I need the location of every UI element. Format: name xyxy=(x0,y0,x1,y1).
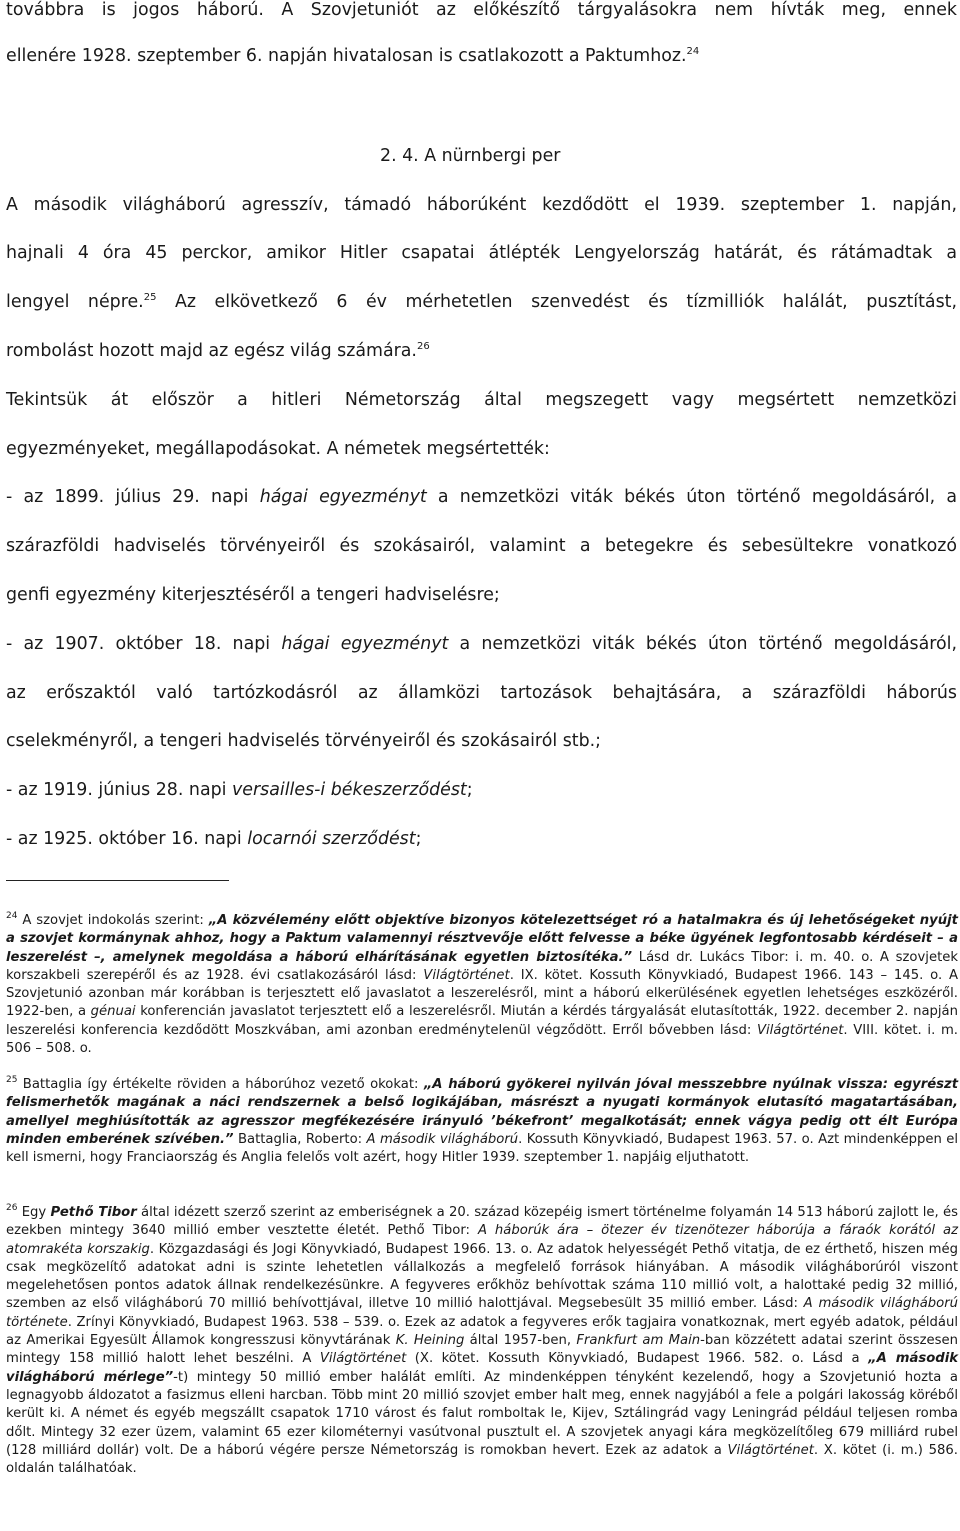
text-line-content: - az 1919. június 28. napi xyxy=(6,780,233,800)
text-line xyxy=(6,634,957,654)
text-line-content: - az 1899. július 29. napi xyxy=(6,487,260,507)
text-line-content: szárazföldi hadviselés törvényeiről és szokásairól, valamint a betegekre és sebesültekre vonatkozó xyxy=(6,536,957,556)
footnote-italic: Pethő Tibor xyxy=(50,1205,137,1220)
footnote-text: . Zrínyi Könyvkiadó, Budapest 1963. 538 – 539. o. Ezek az adatok a fegyveres erők tagjaira vonatkoznak, mert egyéb adatok, például az Amerikai Egyesült Államok kongresszusi könyvtárának xyxy=(6,1314,958,1349)
footnote-text: Egy xyxy=(17,1205,51,1220)
footnote-text: . Kossuth Könyvkiadó, Budapest 1963. 57. o. Azt mindenképpen el kell ismerni, hogy Franciaország és Anglia felelős volt azért, hogy Hitler 1939. szeptember 1. napjáig eljuthatott. xyxy=(6,1131,958,1166)
text-line-content: ellenére 1928. szeptember 6. napján hivatalosan is csatlakozott a Paktumhoz. xyxy=(6,46,687,66)
text-line-content: Az elkövetkező 6 év mérhetetlen szenvedést és tízmilliók halálát, pusztítást, xyxy=(156,292,957,312)
footnote-text: . VIII. kötet. i. m. 506 – 508. o. xyxy=(6,1022,958,1057)
text-line-content: egyezményeket, megállapodásokat. A németek megsértették: xyxy=(6,439,550,459)
footnote-italic: A háborúk ára – ötezer év tizenötezer háborúja a fáraók korától az atomrakéta korszakig xyxy=(6,1223,959,1257)
footnote-text: (X. kötet. Kossuth Könyvkiadó, Budapest 1966. 582. o. Lásd a xyxy=(406,1351,869,1367)
footnote-separator xyxy=(6,880,229,881)
footnote-text: konferencián javaslatot terjesztett elő a leszerelésről. Miután a kérdés tárgyalását elutasították, 1922. december 2. napján leszerelési konferencia kezdődött Moszkvában, ami azonban eredménytelenül végződött. Erről bővebben lásd: xyxy=(6,1004,958,1038)
text-line-content: a nemzetközi viták békés úton történő megoldásáról, a xyxy=(426,487,957,507)
footnote-ref-24[interactable]: 24 xyxy=(686,46,700,57)
footnote-text: Lásd dr. Lukács Tibor: i. m. 40. o. A szovjetek korszakbeli szerepéről és az 1928. évi csatlakozásáról lásd: xyxy=(6,949,958,983)
footnote-text: . X. kötet (i. m.) 586. oldalán találhatóak. xyxy=(6,1442,958,1477)
text-line-content: - az 1925. október 16. napi xyxy=(6,829,248,849)
footnote-24 xyxy=(6,912,958,1058)
text-line-content: - az 1907. október 18. napi xyxy=(6,634,282,654)
text-line xyxy=(6,439,957,459)
text-line-content: továbbra is jogos háború. A Szovjetuniót az előkészítő tárgyalásokra nem hívták meg, ennek xyxy=(6,0,957,20)
footnote-number: 26 xyxy=(6,1203,18,1213)
footnote-ref-25[interactable]: 25 xyxy=(143,292,157,303)
text-line xyxy=(6,46,957,66)
footnote-25 xyxy=(6,1076,958,1167)
footnote-text: . Közgazdasági és Jogi Könyvkiadó, Budapest 1966. 13. o. Az adatok helyességét Pethő vitatja, de ez érthető, hiszen még csak megközelítő adatokat adni is szinte lehetetlen vállalkozás a megfelelő források hiányában. A második világháborúról viszont megelehetősen pontos adatok állnak rendelkezésünkre. A fegyveres erőkhöz behívottak száma 110 millió volt, a halottaké pedig 32 millió, szemben az első világháború 70 millió behívottjával, illetve 10 millió halottjával. Megsebesült 35 millió ember. Lásd: xyxy=(6,1241,958,1312)
footnote-quote: „A közvélemény előtt objektíve bizonyos kötelezettséget ró a hatalmakra és új lehetőségeket nyújt a szovjet kormánynak ahhoz, hogy a Paktum valamennyi résztvevője előtt felvesse a béke ügyének legfontosabb kérdéseit – a leszerelést –, amelynek megoldása a háború elhárításának egyetlen biztosítéka.” xyxy=(6,913,958,965)
text-line-content: Tekintsük át először a hitleri Németország által megszegett vagy megsértett nemzetközi xyxy=(6,390,957,410)
footnote-italic: Frankfurt am Main xyxy=(576,1333,701,1349)
footnote-number: 24 xyxy=(6,911,18,921)
text-line-content: hajnali 4 óra 45 perckor, amikor Hitler csapatai átlépték Lengyelország határát, és rátámadtak a xyxy=(6,243,957,263)
footnote-text: -ban közzétett adatai szerint összesen mintegy 158 millió halott lehet beszélni. A xyxy=(6,1333,959,1367)
text-line-content: rombolást hozott majd az egész világ számára. xyxy=(6,341,417,361)
footnote-italic: K. Heining xyxy=(395,1333,465,1349)
text-line-content: ; xyxy=(415,829,422,849)
footnote-26 xyxy=(6,1204,958,1478)
footnote-quote: „A háború gyökerei nyilván jóval messzebbre nyúlnak vissza: egyrészt felismerhetők magának a náci rendszernek a belső logikájában, másrészt a nyugati kormányok elutasító magatartásában, amellyel meghiúsították az agresszor megfékezésére irányuló ’békefront’ megalkotását; ennek vágya pedig ott élt Európa minden emberének szívében.” xyxy=(6,1077,959,1147)
text-line xyxy=(6,731,957,751)
text-line xyxy=(6,292,957,312)
footnote-italic: A második világháború xyxy=(366,1131,519,1147)
text-italic: hágai egyezményt xyxy=(259,487,427,507)
text-line xyxy=(6,536,957,556)
footnote-text: -t) mintegy 50 millió ember halálát említi. Az mindenképpen tényként kezelendő, hogy a Szovjetunió hozta a legnagyobb áldozatot a fasizmus elleni harcban. Több mint 20 millió szovjet ember halt meg, ennek nagyjából a fele a polgári lakosság köréből került ki. A német és egyéb megszállt csapatok 1710 várost és falut romboltak le, Kijev, Sztálingrád vagy Leningrád például teljesen romba dőlt. Mintegy 32 ezer üzem, valamint 65 ezer kilométernyi vasútvonal pusztult el. A szovjetek anyagi kára megközelítőleg 679 milliárd rubel (128 milliárd dollár) volt. De a háború végére persze Németország is romokban hevert. Ezek az adatok a xyxy=(6,1369,959,1458)
footnote-text: A szovjet indokolás szerint: xyxy=(17,913,209,928)
text-line xyxy=(6,780,957,800)
footnote-text: . IX. kötet. Kossuth Könyvkiadó, Budapest 1966. 143 – 145. o. A Szovjetunió azonban már korábban is terjesztett elő javaslatot a leszerelésről, mint a háború elkerülésének egyetlen lehetséges eszközéről. 1922-ben, a xyxy=(6,967,958,1020)
text-line xyxy=(6,341,957,361)
text-line xyxy=(6,243,957,263)
text-line xyxy=(6,0,957,20)
text-italic: versailles-i békeszerződést xyxy=(232,780,467,800)
footnote-number: 25 xyxy=(6,1075,18,1085)
text-line xyxy=(6,390,957,410)
text-line xyxy=(6,683,957,703)
footnote-italic: A második világháború története xyxy=(6,1296,958,1330)
footnote-text: által idézett szerző szerint az emberiségnek a 20. század közepéig ismert történelme folyamán 14 513 háború zajlott le, és ezekben mintegy 3640 millió ember vesztette életét. Pethő Tibor: xyxy=(6,1205,958,1239)
footnote-ref-26[interactable]: 26 xyxy=(416,341,430,352)
text-line-content: A második világháború agresszív, támadó háborúként kezdődött el 1939. szeptember 1. napján, xyxy=(6,195,957,215)
text-line-content: az erőszaktól való tartózkodásról az államközi tartozások behajtására, a szárazföldi háborús xyxy=(6,683,957,703)
footnote-italic: Világtörténet xyxy=(727,1442,814,1458)
text-line xyxy=(6,585,957,605)
text-line xyxy=(6,487,957,507)
footnote-italic: Világtörténet xyxy=(423,967,510,983)
footnote-text: Battaglia, Roberto: xyxy=(233,1131,367,1147)
text-line-content: cselekményről, a tengeri hadviselés törvényeiről és szokásairól stb.; xyxy=(6,731,602,751)
text-line-content: genfi egyezmény kiterjesztéséről a tengeri hadviselésre; xyxy=(6,585,500,605)
footnote-italic: Világtörténet xyxy=(319,1351,407,1367)
text-italic: hágai egyezményt xyxy=(281,634,449,654)
footnote-text: által 1957-ben, xyxy=(464,1333,577,1349)
footnote-italic: Világtörténet xyxy=(757,1022,844,1038)
text-italic: locarnói szerződést xyxy=(247,829,416,849)
footnote-text: Battaglia így értékelte röviden a háborúhoz vezető okokat: xyxy=(17,1077,424,1092)
text-line xyxy=(6,195,957,215)
text-line-content: a nemzetközi viták békés úton történő megoldásáról, xyxy=(448,634,958,654)
footnote-italic: génuai xyxy=(90,1004,136,1020)
text-line-content: ; xyxy=(466,780,473,800)
footnote-italic: „A második világháború mérlege” xyxy=(6,1351,958,1385)
section-heading: 2. 4. A nürnbergi per xyxy=(380,146,561,166)
text-line xyxy=(6,829,957,849)
text-line-content: lengyel népre. xyxy=(6,292,144,312)
